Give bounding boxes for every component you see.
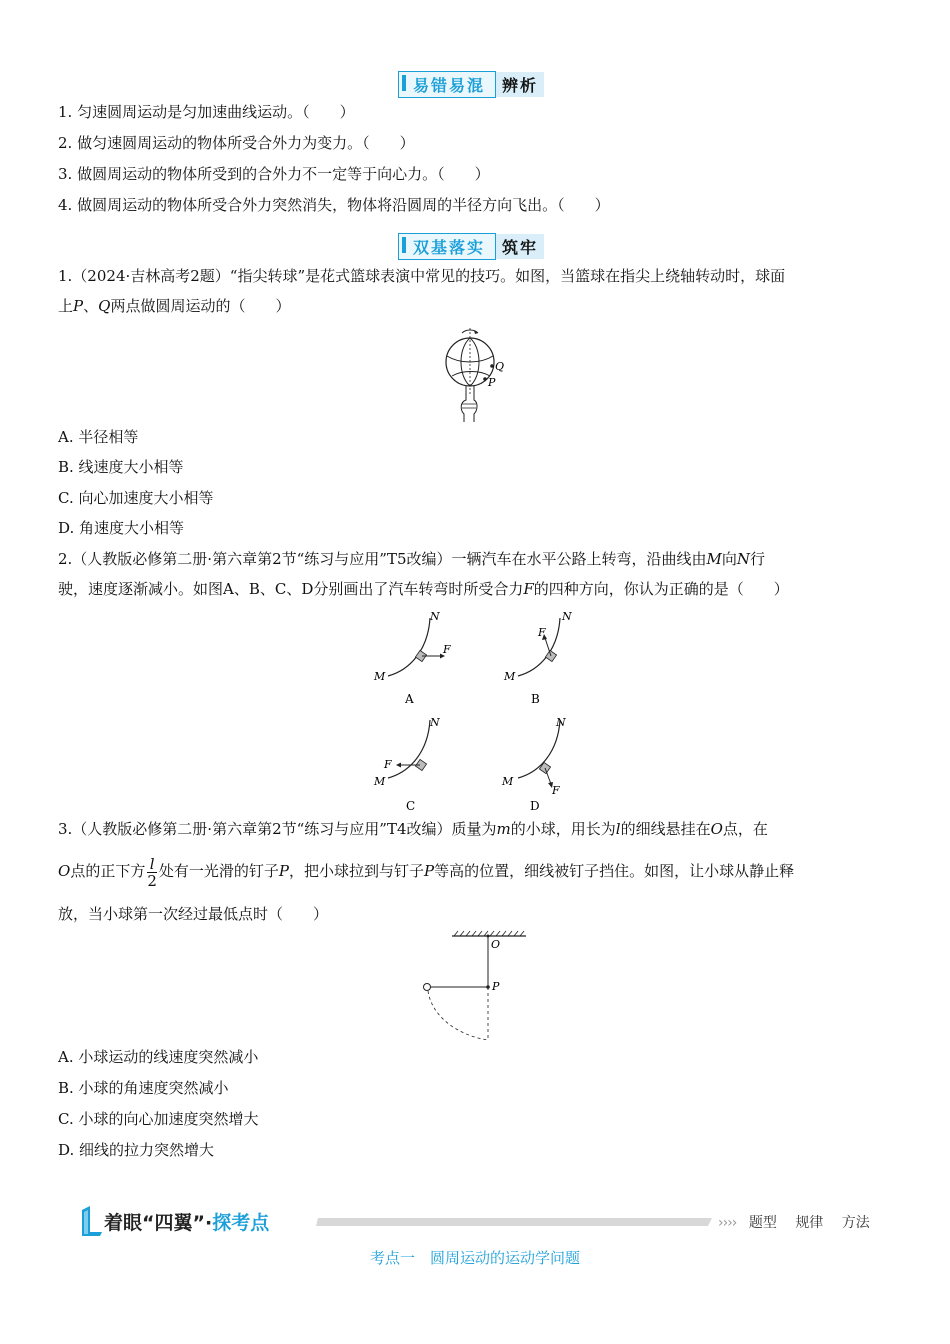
figure-caption: A: [405, 692, 414, 706]
figure-caption: B: [531, 692, 540, 706]
label-m: M: [504, 670, 516, 683]
label-f: F: [538, 626, 546, 639]
label-p: P: [492, 980, 500, 993]
q3-stem-line2: O点的正下方 $\frac{l}{2}$ 处有一光滑的钉子P，把小球拉到与钉子P等高的位置，细线被钉子挡住。如图，让小球从静止释: [58, 854, 795, 890]
label-n: N: [562, 610, 572, 623]
judge-item-3: 3. 做圆周运动的物体所受到的合外力不一定等于向心力。（ ）: [58, 165, 490, 183]
section-tag-tail: 筑牢: [496, 234, 544, 259]
judge-item-1: 1. 匀速圆周运动是匀加速曲线运动。（ ）: [58, 103, 355, 121]
q3-option-c: C. 小球的向心加速度突然增大: [58, 1110, 259, 1128]
section-tag-tail: 辨析: [496, 72, 544, 97]
basketball-figure: [436, 324, 516, 424]
car-figure-d: [500, 712, 590, 816]
figure-caption: D: [530, 799, 540, 813]
q1-option-b: B. 线速度大小相等: [58, 458, 184, 476]
label-f: F: [384, 758, 392, 771]
q3-stem-line1: 3.（人教版必修第二册·第六章第2节“练习与应用”T4改编）质量为m的小球，用长为l的细线悬挂在O点，在: [58, 820, 768, 838]
q1-stem-line2: 上P、Q两点做圆周运动的（ ）: [58, 297, 291, 315]
label-p: P: [488, 376, 496, 389]
section-banner-shuangji: [398, 233, 544, 259]
car-figure-b: [500, 610, 590, 710]
car-figure-a: [370, 610, 460, 710]
pendulum-figure: [420, 928, 530, 1044]
judge-item-2: 2. 做匀速圆周运动的物体所受合外力为变力。（ ）: [58, 134, 415, 152]
label-n: N: [430, 610, 440, 623]
q3-option-b: B. 小球的角速度突然减小: [58, 1079, 229, 1097]
figure-caption: C: [406, 799, 416, 813]
q3-option-d: D. 细线的拉力突然增大: [58, 1141, 215, 1159]
keyword: 题型: [748, 1215, 777, 1231]
q2-stem-line1: 2.（人教版必修第二册·第六章第2节“练习与应用”T5改编）一辆汽车在水平公路上转弯，沿曲线由M向N行: [58, 550, 766, 568]
section-tag: 双基落实: [398, 233, 496, 260]
label-f: F: [552, 784, 560, 797]
q3-option-a: A. 小球运动的线速度突然减小: [58, 1048, 259, 1066]
fraction-l-over-2: $\frac{l}{2}$: [147, 854, 157, 890]
label-m: M: [502, 775, 514, 788]
chevrons-icon: ››››: [718, 1215, 737, 1231]
q3-stem-line3: 放，当小球第一次经过最低点时（ ）: [58, 905, 329, 923]
judge-item-4: 4. 做圆周运动的物体所受合外力突然消失，物体将沿圆周的半径方向飞出。（ ）: [58, 196, 610, 214]
car-figure-c: [370, 712, 460, 816]
label-n: N: [556, 716, 566, 729]
kaodian-heading: 考点一 圆周运动的运动学问题: [369, 1249, 580, 1267]
q1-option-c: C. 向心加速度大小相等: [58, 489, 214, 507]
footer-title: 着眼“四翼”·探考点: [104, 1212, 270, 1234]
label-m: M: [374, 670, 386, 683]
q2-stem-line2: 驶，速度逐渐减小。如图A、B、C、D分别画出了汽车转弯时所受合力F的四种方向，你认为正确的是（ ）: [58, 580, 789, 598]
section-tag: 易错易混: [398, 71, 496, 98]
footer-keywords: [718, 1212, 870, 1232]
label-n: N: [430, 716, 440, 729]
keyword: 方法: [841, 1215, 870, 1231]
section-banner-yicuo: [398, 71, 544, 97]
label-m: M: [374, 775, 386, 788]
label-f: F: [443, 643, 451, 656]
q1-option-d: D. 角速度大小相等: [58, 519, 185, 537]
label-q: Q: [495, 360, 505, 373]
label-o: O: [491, 938, 501, 951]
q1-stem-line1: 1.（2024·吉林高考2题）“指尖转球”是花式篮球表演中常见的技巧。如图，当篮球在指尖上绕轴转动时，球面: [58, 267, 786, 285]
keyword: 规律: [795, 1215, 824, 1231]
q1-option-a: A. 半径相等: [58, 428, 139, 446]
